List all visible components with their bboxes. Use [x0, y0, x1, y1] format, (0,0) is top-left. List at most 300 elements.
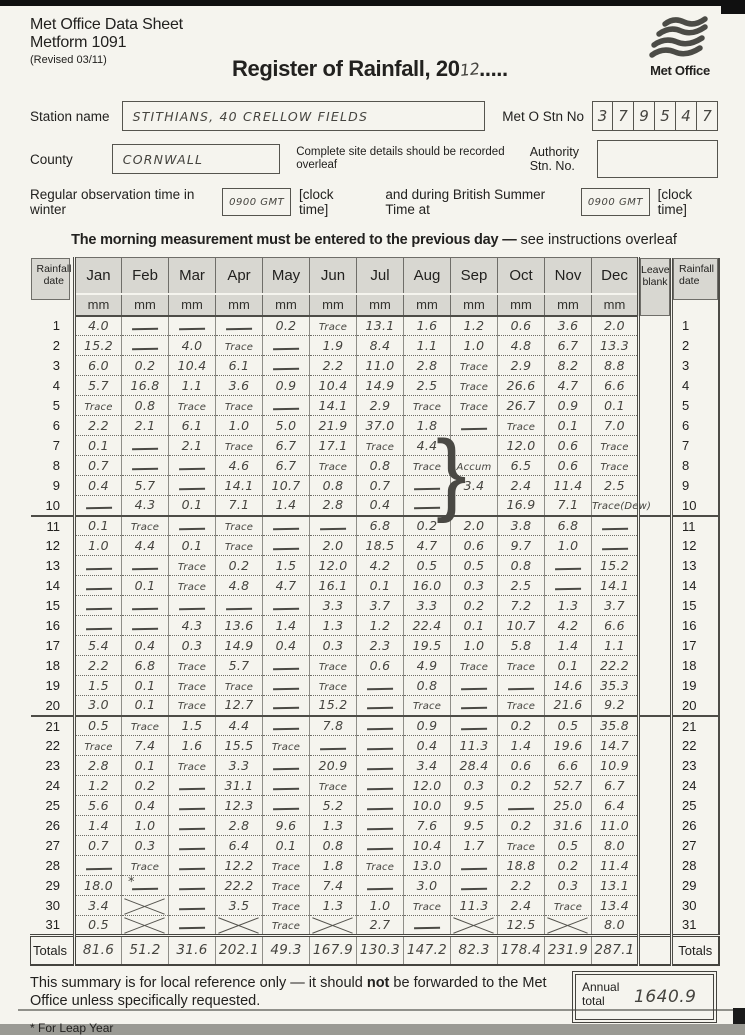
- rain-cell: [498, 656, 545, 676]
- rain-cell: [498, 716, 545, 736]
- rain-value: 0.4: [88, 478, 109, 493]
- scan-artifact-top: [0, 0, 745, 6]
- rain-value: 5.0: [276, 418, 297, 433]
- rain-cell: [592, 536, 639, 556]
- rain-cell: [592, 556, 639, 576]
- annual-total-value: 1640.9: [634, 987, 696, 1007]
- totals-leave-blank: [639, 936, 672, 965]
- rain-cell: [498, 836, 545, 856]
- rain-value: 5.7: [229, 658, 250, 673]
- leave-blank-cell: [639, 596, 672, 616]
- rain-cell: [169, 756, 216, 776]
- rain-value: Trace: [225, 542, 253, 553]
- dash-entry: [367, 721, 393, 730]
- rain-cell: [75, 696, 122, 716]
- rain-value: 1.4: [276, 497, 297, 512]
- totals-row: [31, 936, 719, 965]
- dash-entry: [179, 321, 205, 330]
- leave-blank-cell: [639, 316, 672, 336]
- leave-blank-cell: [639, 476, 672, 496]
- rain-cell: [263, 836, 310, 856]
- handwritten-year: 12: [459, 59, 480, 80]
- rain-cell: [169, 556, 216, 576]
- rain-cell: [357, 516, 404, 536]
- form-header: [30, 16, 718, 92]
- stn-no-label: Met O Stn No: [502, 109, 584, 124]
- rain-cell: [357, 876, 404, 896]
- dash-entry: [273, 400, 299, 409]
- rain-cell: [122, 756, 169, 776]
- rain-cell: [498, 496, 545, 516]
- rain-cell: [263, 696, 310, 716]
- rain-cell: [216, 556, 263, 576]
- rain-cell: [263, 356, 310, 376]
- rainfall-row-2: [31, 336, 719, 356]
- rain-value: 6.7: [604, 778, 625, 793]
- rain-cell: [169, 716, 216, 736]
- unit-cell: mm: [545, 294, 592, 315]
- rain-cell: [404, 676, 451, 696]
- dash-entry: [461, 860, 487, 869]
- rain-cell: [216, 876, 263, 896]
- rain-cell: [498, 456, 545, 476]
- rain-cell: [75, 676, 122, 696]
- rain-value: Trace: [178, 562, 206, 573]
- rain-cell: [451, 876, 498, 896]
- rain-value: 2.5: [604, 478, 625, 493]
- rain-cell: [122, 796, 169, 816]
- month-header-feb: Feb: [122, 258, 169, 295]
- rain-cell: [122, 736, 169, 756]
- date-cell-left: 29: [31, 876, 75, 896]
- rain-value: 5.2: [323, 798, 344, 813]
- rain-value: 0.5: [417, 558, 438, 573]
- rain-cell: [592, 616, 639, 636]
- leave-blank-cell: [639, 416, 672, 436]
- month-header-jan: Jan: [75, 258, 122, 295]
- rain-cell: [451, 836, 498, 856]
- rain-value: 0.8: [370, 458, 391, 473]
- leave-blank-cell: [639, 876, 672, 896]
- rain-cell: [216, 656, 263, 676]
- rain-cell: [592, 496, 639, 516]
- rain-cell: [357, 456, 404, 476]
- rain-cell: [592, 576, 639, 596]
- rain-value: 1.0: [464, 638, 485, 653]
- rain-value: 37.0: [365, 418, 394, 433]
- rain-cell: [404, 396, 451, 416]
- rain-value: 21.9: [318, 418, 347, 433]
- rain-value: Trace: [507, 662, 535, 673]
- rain-cell: [357, 496, 404, 516]
- month-header-nov: Nov: [545, 258, 592, 295]
- rain-cell: [545, 816, 592, 836]
- rain-cell: [216, 896, 263, 916]
- rain-value: 15.2: [84, 338, 113, 353]
- rain-cell: [545, 596, 592, 616]
- rain-cell: [357, 596, 404, 616]
- date-cell-left: 26: [31, 816, 75, 836]
- rain-value: 6.6: [604, 618, 625, 633]
- station-name-label: Station name: [30, 109, 110, 124]
- rain-value: 0.3: [182, 638, 203, 653]
- rain-value: 2.4: [511, 898, 532, 913]
- rain-cell: [310, 636, 357, 656]
- rain-value: 0.3: [558, 878, 579, 893]
- dash-entry: [273, 660, 299, 669]
- rain-cell: [75, 316, 122, 336]
- month-header-apr: Apr: [216, 258, 263, 295]
- rain-value: 0.6: [511, 758, 532, 773]
- rain-value: 0.2: [135, 358, 156, 373]
- rain-value: 1.6: [182, 738, 203, 753]
- rain-cell: [310, 536, 357, 556]
- rain-cell: [169, 576, 216, 596]
- rain-value: 10.7: [271, 478, 300, 493]
- dash-entry: [461, 721, 487, 730]
- rain-cell: [263, 376, 310, 396]
- leave-blank-cell: [639, 456, 672, 476]
- rain-value: 10.4: [318, 378, 347, 393]
- rain-cell: [498, 736, 545, 756]
- rain-cell: [545, 876, 592, 896]
- month-total: 202.1: [216, 936, 263, 965]
- rain-value: 15.2: [318, 697, 347, 712]
- date-cell-right: 10: [672, 496, 719, 516]
- bst-time-box: [581, 188, 650, 216]
- rain-value: 1.1: [417, 338, 438, 353]
- dash-entry: [273, 340, 299, 349]
- rain-cell: [169, 516, 216, 536]
- rain-value: Trace: [225, 682, 253, 693]
- rain-value: 22.4: [412, 618, 441, 633]
- date-cell-left: 8: [31, 456, 75, 476]
- date-cell-left: 2: [31, 336, 75, 356]
- rain-cell: [404, 776, 451, 796]
- rain-value: 10.4: [177, 358, 206, 373]
- date-cell-left: 4: [31, 376, 75, 396]
- rain-value: 4.7: [417, 538, 438, 553]
- rain-cell: [498, 876, 545, 896]
- rain-value: Accum: [457, 462, 492, 473]
- date-cell-right: 3: [672, 356, 719, 376]
- rain-cell: [169, 796, 216, 816]
- dash-entry: [555, 560, 581, 569]
- rain-value: Trace: [460, 382, 488, 393]
- date-cell-right: 6: [672, 416, 719, 436]
- leave-blank-cell: [639, 616, 672, 636]
- dash-entry: [367, 880, 393, 889]
- rain-value: Trace: [319, 662, 347, 673]
- date-cell-right: 16: [672, 616, 719, 636]
- rain-value: 3.0: [88, 697, 109, 712]
- leave-blank-cell: [639, 916, 672, 936]
- rain-cell: [357, 816, 404, 836]
- rain-value: 13.0: [412, 858, 441, 873]
- rain-cell: [122, 676, 169, 696]
- rain-cell: [357, 716, 404, 736]
- date-cell-left: 27: [31, 836, 75, 856]
- rain-cell: [75, 856, 122, 876]
- rain-value: Trace: [272, 882, 300, 893]
- rain-cell: [122, 836, 169, 856]
- rain-cell: [404, 316, 451, 336]
- rain-value: 7.2: [511, 598, 532, 613]
- leave-blank-cell: [639, 856, 672, 876]
- rain-cell: [545, 436, 592, 456]
- rain-value: 0.6: [464, 538, 485, 553]
- clock-time-label-1: [clock time]: [299, 187, 359, 217]
- rain-value: Trace: [225, 442, 253, 453]
- winter-time-box: [222, 188, 291, 216]
- form-footer: [30, 974, 718, 1035]
- unit-cell: mm: [122, 294, 169, 315]
- dash-entry: [132, 321, 158, 330]
- rain-value: 4.8: [229, 578, 250, 593]
- stn-no-digit-boxes: [592, 101, 718, 131]
- rain-value: 16.9: [506, 497, 535, 512]
- rain-cell: [404, 356, 451, 376]
- rain-cell: [545, 616, 592, 636]
- rain-cell: [169, 676, 216, 696]
- site-details-note: Complete site details should be recorded overleaf: [296, 146, 529, 171]
- date-cell-left: 17: [31, 636, 75, 656]
- rain-cell: [263, 636, 310, 656]
- rain-cell: [263, 716, 310, 736]
- rain-value: 14.1: [600, 578, 629, 593]
- date-cell-right: 25: [672, 796, 719, 816]
- rain-cell: [592, 416, 639, 436]
- rain-value: 0.1: [276, 838, 297, 853]
- rain-cell: [263, 516, 310, 536]
- rainfall-row-25: [31, 796, 719, 816]
- met-o-stn-no-digit: 4: [676, 101, 697, 131]
- dash-entry: [179, 900, 205, 909]
- rain-value: 28.4: [459, 758, 488, 773]
- rain-value: Trace: [225, 342, 253, 353]
- rain-cell: [169, 656, 216, 676]
- date-cell-right: 13: [672, 556, 719, 576]
- bst-time-value: 0900 GMT: [588, 197, 643, 208]
- month-total: 147.2: [404, 936, 451, 965]
- rain-cell: [263, 396, 310, 416]
- date-cell-right: 14: [672, 576, 719, 596]
- date-cell-left: 3: [31, 356, 75, 376]
- county-label: County: [30, 152, 73, 167]
- rain-cell: [357, 896, 404, 916]
- rain-cell: [310, 796, 357, 816]
- rain-value: 2.0: [323, 538, 344, 553]
- rain-value: 18.5: [365, 538, 394, 553]
- rain-value: Trace: [225, 402, 253, 413]
- rain-cell: [498, 556, 545, 576]
- rain-value: 7.4: [323, 878, 344, 893]
- rain-cell: [169, 696, 216, 716]
- rainfall-row-17: [31, 636, 719, 656]
- rain-cell: [169, 476, 216, 496]
- dash-entry: [179, 521, 205, 530]
- rain-value: 1.2: [464, 318, 485, 333]
- rain-cell: [404, 796, 451, 816]
- rain-value: 16.8: [130, 378, 159, 393]
- date-cell-left: 19: [31, 676, 75, 696]
- rain-value: 2.0: [464, 518, 485, 533]
- rain-value: 4.0: [88, 318, 109, 333]
- met-o-stn-no-digit: 5: [655, 101, 676, 131]
- winter-time-value: 0900 GMT: [229, 197, 284, 208]
- rain-cell: [498, 896, 545, 916]
- rain-value: 21.6: [553, 697, 582, 712]
- leap-year-asterisk: *: [128, 875, 135, 890]
- rain-cell: [545, 556, 592, 576]
- rain-cell: [122, 656, 169, 676]
- rain-value: 0.1: [88, 438, 109, 453]
- rain-value: 16.0: [412, 578, 441, 593]
- rain-value: 16.1: [318, 578, 347, 593]
- rain-cell: [404, 336, 451, 356]
- rain-value: 0.2: [417, 518, 438, 533]
- dash-entry: [508, 800, 534, 809]
- date-cell-left: 5: [31, 396, 75, 416]
- rain-value: 7.1: [558, 497, 579, 512]
- rain-cell: [498, 336, 545, 356]
- rain-cell: [404, 756, 451, 776]
- rain-value: 2.8: [323, 497, 344, 512]
- rain-value: 0.3: [135, 838, 156, 853]
- rain-cell: [545, 776, 592, 796]
- rain-cell: [404, 816, 451, 836]
- rain-value: 1.4: [558, 638, 579, 653]
- rain-value: 0.5: [88, 917, 109, 932]
- totals-label-right: Totals: [672, 936, 719, 965]
- rainfall-row-11: [31, 516, 719, 536]
- rainfall-row-7: [31, 436, 719, 456]
- rain-value: 9.7: [511, 538, 532, 553]
- rain-cell: [75, 716, 122, 736]
- rain-value: 0.1: [558, 418, 579, 433]
- date-cell-left: 31: [31, 916, 75, 936]
- rain-cell: [310, 416, 357, 436]
- rain-cell: [404, 556, 451, 576]
- rain-cell: [498, 356, 545, 376]
- rain-value: 1.8: [417, 418, 438, 433]
- rain-value: 2.8: [229, 818, 250, 833]
- month-header-may: May: [263, 258, 310, 295]
- rain-cell: [263, 576, 310, 596]
- rain-value: 2.3: [370, 638, 391, 653]
- rain-cell: [498, 536, 545, 556]
- rain-value: Trace: [413, 462, 441, 473]
- month-header-sep: Sep: [451, 258, 498, 295]
- rain-cell: [216, 376, 263, 396]
- rain-value: 2.1: [135, 418, 156, 433]
- rain-cell: [216, 576, 263, 596]
- date-cell-left: 18: [31, 656, 75, 676]
- rain-value: 0.5: [558, 718, 579, 733]
- date-cell-left: 30: [31, 896, 75, 916]
- rain-cell: [404, 876, 451, 896]
- rain-value: 1.5: [276, 558, 297, 573]
- rain-value: 1.2: [370, 618, 391, 633]
- rain-cell: [75, 836, 122, 856]
- rain-value: Trace: [131, 522, 159, 533]
- rain-value: 0.8: [511, 558, 532, 573]
- rainfall-row-20: [31, 696, 719, 716]
- dash-entry: [367, 820, 393, 829]
- rain-cell: [310, 596, 357, 616]
- leave-blank-cell: [639, 396, 672, 416]
- rain-cell: [592, 316, 639, 336]
- leave-blank-cell: [639, 356, 672, 376]
- rain-value: 26.6: [506, 378, 535, 393]
- rain-value: 3.4: [417, 758, 438, 773]
- month-header-mar: Mar: [169, 258, 216, 295]
- form-content: [30, 16, 718, 1035]
- rain-cell: [75, 776, 122, 796]
- rain-cell: [216, 356, 263, 376]
- rain-value: 7.1: [229, 497, 250, 512]
- rain-value: 11.0: [600, 818, 629, 833]
- rain-value: 7.0: [604, 418, 625, 433]
- date-cell-right: 5: [672, 396, 719, 416]
- rain-cell: [451, 636, 498, 656]
- rain-cell: [122, 316, 169, 336]
- rain-cell: [310, 336, 357, 356]
- rain-cell: [451, 356, 498, 376]
- rain-cell: [592, 876, 639, 896]
- dash-entry: [367, 700, 393, 709]
- station-name-box: [122, 101, 485, 131]
- rain-value: 13.6: [224, 618, 253, 633]
- rain-value: 10.7: [506, 618, 535, 633]
- rain-cell: [216, 536, 263, 556]
- dash-entry: [367, 760, 393, 769]
- rain-value: 8.2: [558, 358, 579, 373]
- rain-value: 0.4: [135, 798, 156, 813]
- rain-cell: [451, 776, 498, 796]
- rain-cell: [592, 476, 639, 496]
- date-cell-right: 31: [672, 916, 719, 936]
- rain-cell: [498, 616, 545, 636]
- rainfall-row-16: [31, 616, 719, 636]
- dash-entry: [179, 860, 205, 869]
- rain-value: 4.9: [417, 658, 438, 673]
- rain-cell: [122, 636, 169, 656]
- unit-cell: mm: [169, 294, 216, 315]
- rain-value: 2.9: [370, 398, 391, 413]
- rain-value: 11.4: [553, 478, 582, 493]
- totals-label-left: Totals: [31, 936, 75, 965]
- rain-cell: [592, 596, 639, 616]
- rain-cell: [122, 416, 169, 436]
- rain-value: 0.1: [604, 398, 625, 413]
- rain-cell: [545, 856, 592, 876]
- rain-cell: [404, 536, 451, 556]
- rain-value: 0.9: [417, 718, 438, 733]
- rain-value: 6.8: [558, 518, 579, 533]
- rain-cell: [545, 756, 592, 776]
- rainfall-row-15: [31, 596, 719, 616]
- rain-value: 6.1: [182, 418, 203, 433]
- rain-value: Trace: [507, 701, 535, 712]
- rain-cell: [357, 696, 404, 716]
- dash-entry: [273, 360, 299, 369]
- rain-value: Trace: [366, 862, 394, 873]
- dash-entry: [179, 840, 205, 849]
- rain-cell: [592, 856, 639, 876]
- date-cell-left: 16: [31, 616, 75, 636]
- leave-blank-cell: [639, 636, 672, 656]
